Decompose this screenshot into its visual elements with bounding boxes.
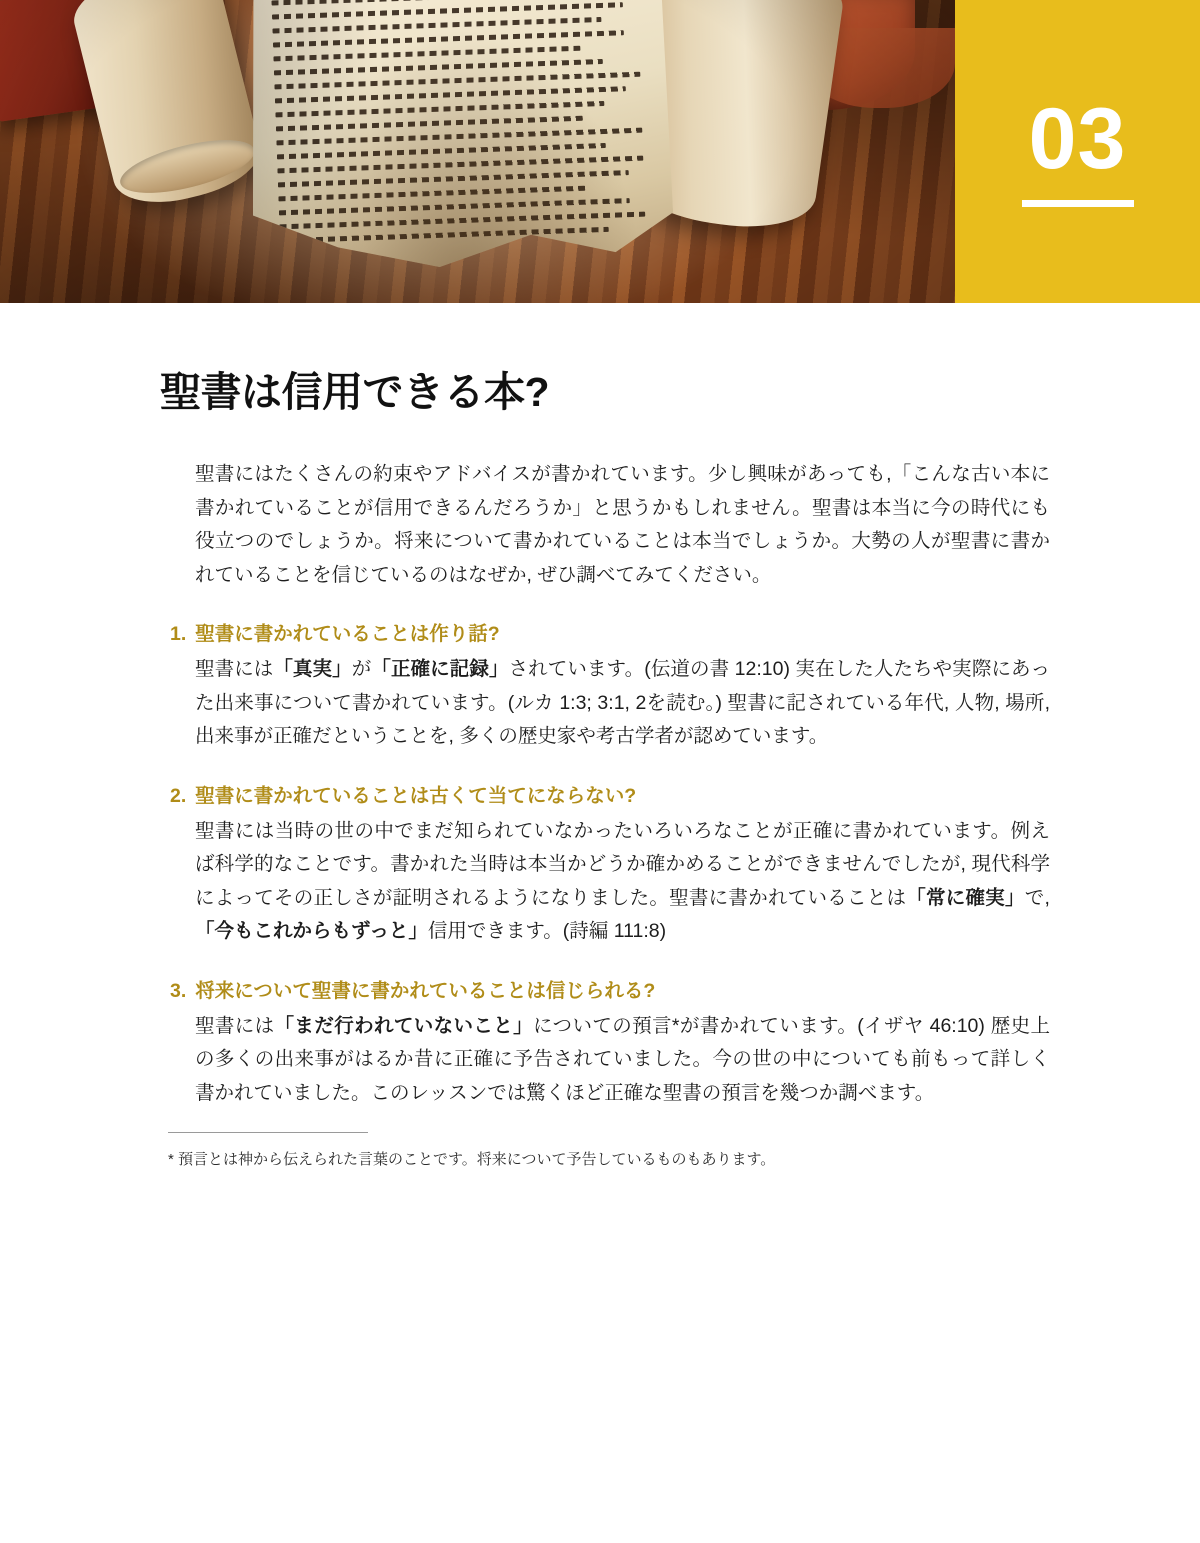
lesson-number-panel [955,0,1200,303]
lesson-number-underline [1022,200,1134,207]
footnote-text: * 預言とは神から伝えられた言葉のことです。将来について予告しているものもあります。 [168,1151,776,1169]
section-2-body: 聖書には当時の世の中でまだ知られていなかったいろいろなことが正確に書かれています。例えば科学的なことです。書かれた当時は本当かどうか確かめることができませんでしたが, 現代科学によってその正しさが証明されるようになりました。聖書に書かれていることは「常に確実」で,「今もこれからもずっと」信用できます。(詩編 111:8) [195,819,1050,943]
hero-banner [0,0,1200,303]
section-2-heading-text: 聖書に書かれていることは古くて当てにならない? [195,784,637,807]
page-title: 聖書は信用できる本? [160,369,550,415]
section-1-number: 1. [170,623,187,646]
section-3-heading [170,975,1050,1003]
section-3-body: 聖書には「まだ行われていないこと」についての預言*が書かれています。(イザヤ 46:10) 歴史上の多くの出来事がはるか昔に正確に予告されていました。今の世の中についても前もって詳しく書かれていました。このレッスンでは驚くほど正確な聖書の預言を幾つか調べます。 [195,1014,1050,1104]
section-3-number: 3. [170,979,187,1002]
section-3-heading-text: 将来について聖書に書かれていることは信じられる? [195,979,656,1002]
section-3 [160,975,1050,1111]
intro-paragraph: 聖書にはたくさんの約束やアドバイスが書かれています。少し興味があっても,「こんな古い本に書かれていることが信用できるんだろうか」と思うかもしれません。聖書は本当に今の時代にも役立つのでしょうか。将来について書かれていることは本当でしょうか。大勢の人が聖書に書かれていることを信じているのはなぜか, ぜひ調べてみてください。 [195,463,1050,586]
section-1 [160,618,1050,754]
section-1-body: 聖書には「真実」が「正確に記録」されています。(伝道の書 12:10) 実在した人たちや実際にあった出来事について書かれています。(ルカ 1:3; 3:1, 2を読む。) 聖書に記されている年代, 人物, 場所, 出来事が正確だということを, 多くの歴史家や考古学者が認めています。 [195,658,1050,748]
section-2-number: 2. [170,784,187,807]
scroll-photo [0,0,955,303]
lesson-number: 03 [1028,91,1127,187]
section-2-heading [170,780,1050,808]
article-body [0,359,1200,1172]
footnote-divider [168,1132,368,1133]
section-2 [160,780,1050,949]
section-1-heading [170,618,1050,646]
section-1-heading-text: 聖書に書かれていることは作り話? [195,623,500,646]
